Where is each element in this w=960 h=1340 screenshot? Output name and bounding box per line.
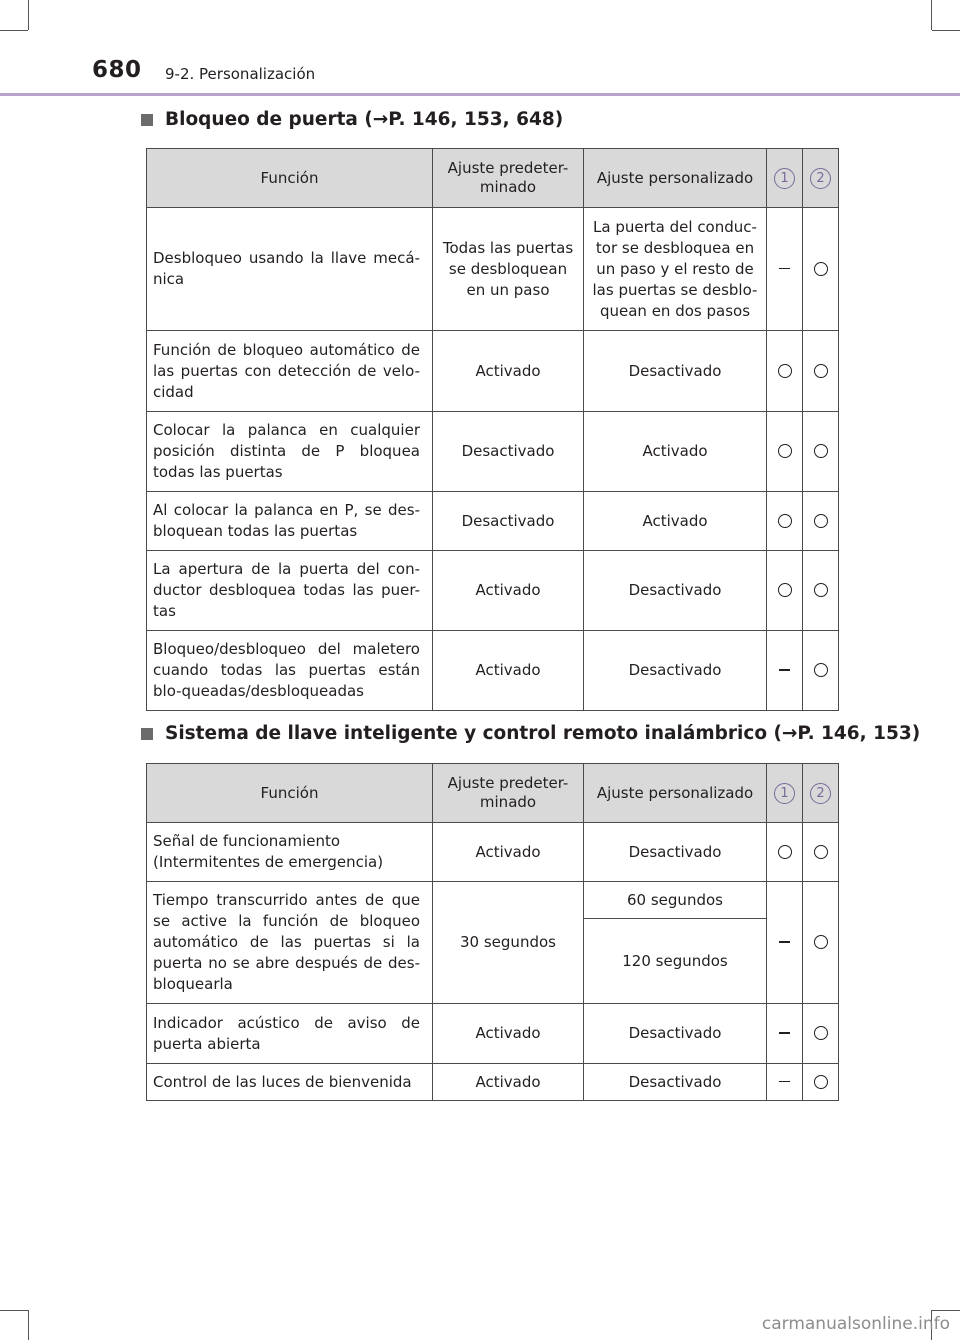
crop-mark <box>28 1310 29 1340</box>
function-cell: Desbloqueo usando la llave mecá-nica <box>147 208 433 331</box>
circle-icon <box>814 514 828 528</box>
watermark-text: carmanualsonline.info <box>761 1314 950 1334</box>
table-row <box>147 1064 839 1101</box>
square-bullet-icon <box>141 728 153 740</box>
crop-mark <box>932 1310 960 1311</box>
method-1-cell <box>767 1064 803 1101</box>
default-cell: Activado <box>433 331 584 412</box>
circle-icon <box>814 845 828 859</box>
function-cell: Control de las luces de bienvenida <box>147 1064 433 1101</box>
default-cell: Desactivado <box>433 412 584 492</box>
function-cell: Tiempo transcurrido antes de que se active la función de bloqueo automático de las puertas si la puerta no se abre después de des-bloquearla <box>147 882 433 1004</box>
function-cell: Señal de funcionamiento (Intermitentes de emergencia) <box>147 823 433 882</box>
custom-cell: La puerta del conduc-tor se desbloquea en un paso y el resto de las puertas se desblo-quean en dos pasos <box>584 208 767 331</box>
method-2-cell <box>803 1064 839 1101</box>
table-header-row <box>147 764 839 823</box>
default-cell: Activado <box>433 1004 584 1064</box>
table-row <box>147 412 839 492</box>
custom-cell: Desactivado <box>584 551 767 631</box>
circle-icon <box>814 1075 828 1089</box>
section-heading-door-lock <box>141 109 563 130</box>
method-1-cell <box>767 492 803 551</box>
custom-cell: Activado <box>584 492 767 551</box>
column-header-method-1 <box>767 149 803 208</box>
default-cell: Activado <box>433 1064 584 1101</box>
table-row <box>147 631 839 711</box>
method-1-cell <box>767 631 803 711</box>
column-header-method-2 <box>803 764 839 823</box>
table-header-row <box>147 149 839 208</box>
dash-icon <box>779 1032 790 1034</box>
dash-icon <box>779 941 790 943</box>
column-header-function: Función <box>147 149 433 208</box>
circle-icon <box>814 1026 828 1040</box>
table-row <box>147 208 839 331</box>
function-cell: Indicador acústico de aviso de puerta abierta <box>147 1004 433 1064</box>
method-2-cell <box>803 882 839 1004</box>
circle-icon <box>814 935 828 949</box>
circle-icon <box>778 364 792 378</box>
table-row <box>147 882 839 919</box>
square-bullet-icon <box>141 114 153 126</box>
method-2-cell <box>803 412 839 492</box>
section-heading-text: Bloqueo de puerta (→P. 146, 153, 648) <box>165 109 564 130</box>
table-row <box>147 1004 839 1064</box>
function-cell: Al colocar la palanca en P, se des-bloquean todas las puertas <box>147 492 433 551</box>
column-header-custom: Ajuste personalizado <box>584 764 767 823</box>
default-cell: Activado <box>433 631 584 711</box>
method-1-cell <box>767 331 803 412</box>
circle-icon <box>814 364 828 378</box>
dash-icon <box>779 1081 790 1083</box>
method-2-icon: 2 <box>810 783 831 804</box>
column-header-custom: Ajuste personalizado <box>584 149 767 208</box>
method-1-cell <box>767 551 803 631</box>
function-cell: Colocar la palanca en cualquier posición distinta de P bloquea todas las puertas <box>147 412 433 492</box>
function-cell: La apertura de la puerta del con-ductor desbloquea todas las puer-tas <box>147 551 433 631</box>
dash-icon <box>779 669 790 671</box>
function-cell: Función de bloqueo automático de las puertas con detección de velo-cidad <box>147 331 433 412</box>
circle-icon <box>778 845 792 859</box>
circle-icon <box>814 262 828 276</box>
column-header-default: Ajuste predeter-minado <box>433 764 584 823</box>
function-cell: Bloqueo/desbloqueo del maletero cuando todas las puertas están blo-queadas/desbloqueadas <box>147 631 433 711</box>
custom-cell: Desactivado <box>584 1064 767 1101</box>
method-1-cell <box>767 208 803 331</box>
circle-icon <box>814 444 828 458</box>
table-row <box>147 492 839 551</box>
section-title: 9-2. Personalización <box>165 65 316 83</box>
custom-cell: 120 segundos <box>584 919 767 1004</box>
default-cell: Desactivado <box>433 492 584 551</box>
column-header-default: Ajuste predeter-minado <box>433 149 584 208</box>
method-1-cell <box>767 823 803 882</box>
crop-mark <box>0 1310 28 1311</box>
dash-icon <box>779 268 790 270</box>
method-1-cell <box>767 882 803 1004</box>
method-2-cell <box>803 551 839 631</box>
circle-icon <box>778 583 792 597</box>
default-cell: Activado <box>433 823 584 882</box>
custom-cell: Desactivado <box>584 631 767 711</box>
custom-cell: Desactivado <box>584 331 767 412</box>
circle-icon <box>814 583 828 597</box>
method-1-icon: 1 <box>774 168 795 189</box>
circle-icon <box>778 444 792 458</box>
table-row <box>147 331 839 412</box>
method-2-icon: 2 <box>810 168 831 189</box>
header-divider <box>0 93 960 96</box>
section-heading-text: Sistema de llave inteligente y control remoto inalámbrico (→P. 146, 153) <box>165 723 921 744</box>
method-2-cell <box>803 492 839 551</box>
circle-icon <box>814 663 828 677</box>
default-cell: Todas las puertas se desbloquean en un paso <box>433 208 584 331</box>
custom-cell: Desactivado <box>584 823 767 882</box>
method-2-cell <box>803 331 839 412</box>
default-cell: Activado <box>433 551 584 631</box>
page-number: 680 <box>92 57 142 83</box>
method-2-cell <box>803 1004 839 1064</box>
table-row <box>147 823 839 882</box>
method-1-icon: 1 <box>774 783 795 804</box>
door-lock-table <box>146 148 839 711</box>
custom-cell: Desactivado <box>584 1004 767 1064</box>
method-1-cell <box>767 412 803 492</box>
method-2-cell <box>803 208 839 331</box>
column-header-method-1 <box>767 764 803 823</box>
circle-icon <box>778 514 792 528</box>
page-header <box>0 0 960 100</box>
table-row <box>147 551 839 631</box>
custom-cell: 60 segundos <box>584 882 767 919</box>
method-2-cell <box>803 631 839 711</box>
section-heading-smart-key <box>141 723 920 744</box>
default-cell: 30 segundos <box>433 882 584 1004</box>
column-header-method-2 <box>803 149 839 208</box>
method-2-cell <box>803 823 839 882</box>
custom-cell: Activado <box>584 412 767 492</box>
smart-key-table <box>146 763 839 1101</box>
column-header-function: Función <box>147 764 433 823</box>
method-1-cell <box>767 1004 803 1064</box>
